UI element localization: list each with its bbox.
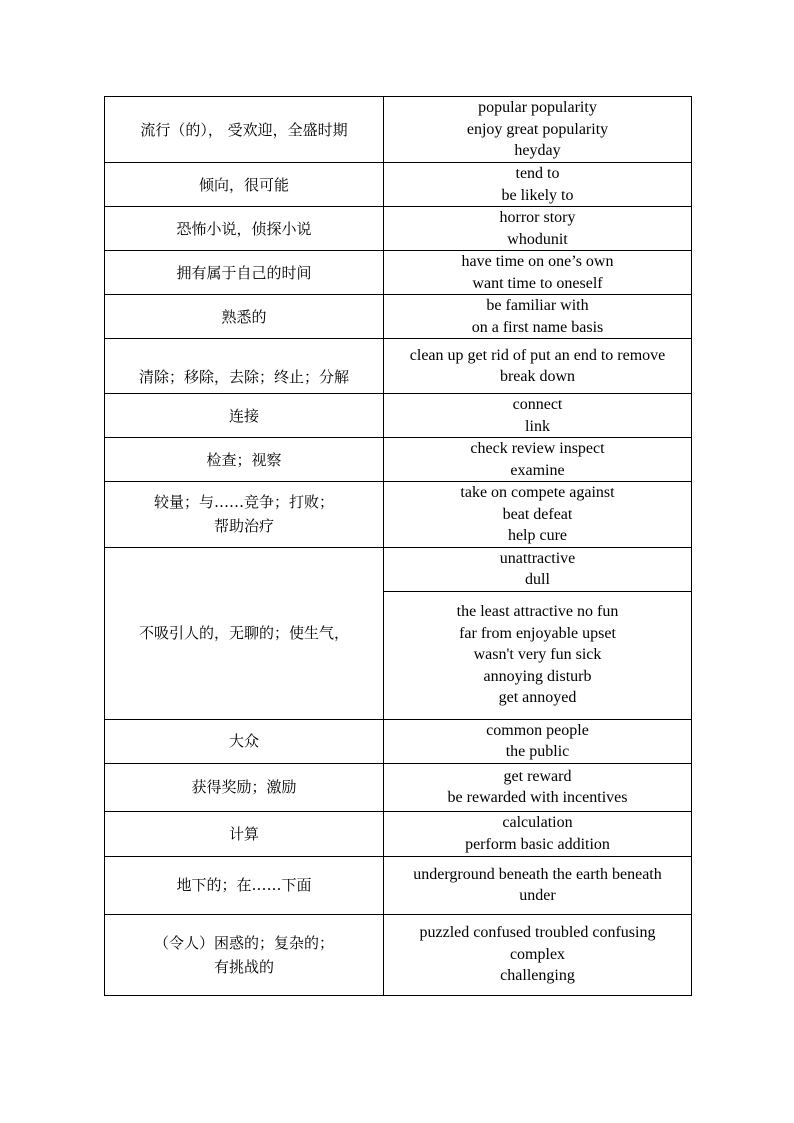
- table-row: [105, 207, 692, 251]
- english-expressions-cell: [384, 482, 692, 548]
- chinese-term-cell: [105, 163, 384, 207]
- chinese-term-cell: [105, 97, 384, 163]
- english-expressions-cell: [384, 811, 692, 856]
- english-expressions-cell: [384, 394, 692, 438]
- english-expression: the least attractive no fun: [456, 603, 619, 621]
- table-row: [105, 339, 692, 394]
- english-expression: link: [525, 417, 550, 435]
- table-row: [105, 763, 692, 811]
- english-expression: unattractive: [499, 549, 576, 567]
- english-expressions-cell: [384, 163, 692, 207]
- table-row: [105, 914, 692, 995]
- english-expression: perform basic addition: [465, 835, 610, 853]
- chinese-term: 地下的；在……下面: [176, 876, 312, 894]
- english-expression: annoying disturb: [483, 667, 592, 685]
- english-expression: puzzled confused troubled confusing: [419, 924, 656, 942]
- english-expression: far from enjoyable upset: [459, 624, 616, 642]
- english-expression: get reward: [503, 767, 572, 785]
- table-row: [105, 163, 692, 207]
- table-row: [105, 438, 692, 482]
- table-row: [105, 856, 692, 914]
- english-expression: horror story: [499, 209, 576, 226]
- english-expression: help cure: [507, 527, 568, 544]
- english-expression: whodunit: [507, 230, 568, 248]
- english-expressions-cell: [384, 763, 692, 811]
- english-expression: calculation: [502, 814, 573, 831]
- english-expressions-cell: [384, 719, 692, 763]
- chinese-term-cell: [105, 394, 384, 438]
- chinese-term: 计算: [228, 824, 259, 843]
- chinese-term: 熟悉的: [221, 307, 267, 326]
- table-row: [105, 719, 692, 763]
- english-expression: beat defeat: [502, 505, 573, 523]
- english-expressions-cell: [384, 438, 692, 482]
- english-expression: get annoyed: [498, 689, 577, 707]
- english-expressions-cell: [384, 547, 692, 591]
- english-expression: want time to oneself: [472, 274, 603, 292]
- english-expressions-cell: [384, 97, 692, 163]
- english-expression: take on compete against: [460, 484, 615, 501]
- english-expression: the public: [505, 743, 570, 760]
- chinese-term: 大众: [228, 732, 259, 750]
- english-expression: examine: [510, 461, 565, 479]
- english-expressions-cell: [384, 251, 692, 295]
- chinese-term: 流行（的）， 受欢迎，全盛时期: [140, 120, 348, 139]
- english-expressions-cell: [384, 856, 692, 914]
- chinese-term-cell: [105, 207, 384, 251]
- chinese-term-cell: [105, 482, 384, 548]
- english-expressions-cell: [384, 295, 692, 339]
- english-expression: on a first name basis: [471, 318, 604, 336]
- english-expression: tend to: [515, 165, 560, 182]
- english-expression: common people: [486, 721, 589, 739]
- chinese-term-cell: [105, 339, 384, 394]
- chinese-term: 检查；视察: [206, 450, 282, 469]
- english-expression: underground beneath the earth beneath: [413, 865, 662, 883]
- chinese-term-cell: [105, 438, 384, 482]
- english-expression: challenging: [500, 967, 575, 985]
- english-expressions-cell: [384, 339, 692, 394]
- chinese-term-cell: [105, 856, 384, 914]
- chinese-term: 不吸引人的，无聊的；使生气，: [138, 624, 349, 642]
- english-expression: have time on one’s own: [461, 253, 614, 270]
- table-row: [105, 547, 692, 591]
- chinese-term: 连接: [228, 406, 259, 425]
- english-expression: be familiar with: [486, 297, 589, 314]
- english-expression: dull: [525, 571, 550, 588]
- english-expression: enjoy great popularity: [466, 120, 609, 138]
- chinese-term-cell: [105, 811, 384, 856]
- english-expression: check review inspect: [470, 440, 605, 457]
- chinese-term-cell: [105, 914, 384, 995]
- chinese-term: （令人）困惑的；复杂的；: [153, 933, 334, 952]
- chinese-term-cell: [105, 295, 384, 339]
- chinese-term-cell: [105, 547, 384, 719]
- chinese-term: 倾向，很可能: [198, 175, 289, 194]
- chinese-term: 有挑战的: [213, 957, 274, 976]
- english-expression: under: [519, 887, 556, 904]
- table-row: [105, 811, 692, 856]
- english-expression: heyday: [514, 142, 561, 160]
- chinese-term-cell: [105, 251, 384, 295]
- english-expression: connect: [512, 396, 563, 413]
- chinese-term-cell: [105, 763, 384, 811]
- english-expression: popular popularity: [478, 99, 597, 117]
- english-expressions-cell: [384, 914, 692, 995]
- chinese-term: 获得奖励；激励: [191, 778, 297, 796]
- chinese-term: 清除；移除，去除；终止；分解: [138, 368, 349, 386]
- chinese-term: 拥有属于自己的时间: [176, 263, 312, 282]
- english-expression: wasn't very fun sick: [473, 646, 602, 664]
- table-row: [105, 97, 692, 163]
- english-expression: be rewarded with incentives: [447, 789, 628, 806]
- table-row: [105, 482, 692, 548]
- english-expression: clean up get rid of put an end to remove: [409, 346, 666, 364]
- english-expression: complex: [509, 945, 566, 963]
- chinese-term: 较量；与……竞争；打败；: [153, 493, 334, 512]
- chinese-term: 帮助治疗: [213, 517, 274, 536]
- table-row: [105, 251, 692, 295]
- chinese-term: 恐怖小说，侦探小说: [176, 219, 312, 238]
- english-expression: be likely to: [501, 186, 574, 204]
- english-expressions-cell: [384, 207, 692, 251]
- table-row: [105, 295, 692, 339]
- vocabulary-table: [104, 96, 692, 996]
- english-expressions-cell: [384, 591, 692, 719]
- chinese-term-cell: [105, 719, 384, 763]
- table-row: [105, 394, 692, 438]
- english-expression: break down: [499, 368, 576, 385]
